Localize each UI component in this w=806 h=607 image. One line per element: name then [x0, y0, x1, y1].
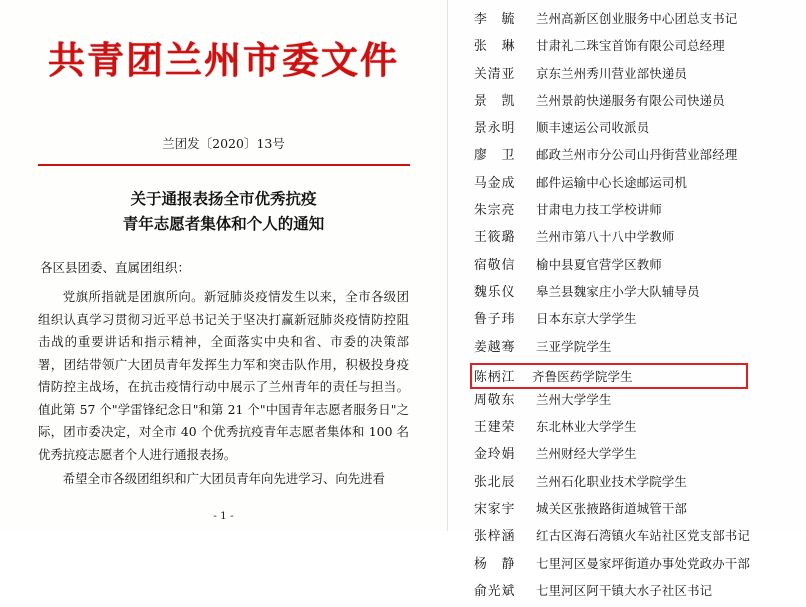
red-divider-rule: [38, 164, 410, 166]
roster-row: [448, 553, 806, 580]
roster-affiliation: 兰州景韵快递服务有限公司快递员: [536, 92, 725, 108]
document-number: 兰团发〔2020〕13号: [162, 136, 285, 151]
roster-list: [448, 8, 806, 607]
roster-panel: [448, 0, 806, 599]
roster-row: [448, 525, 806, 552]
roster-affiliation: 兰州高新区创业服务中心团总支书记: [536, 11, 738, 26]
roster-affiliation: 三亚学院学生: [536, 338, 612, 354]
roster-name: 景永明: [474, 121, 516, 137]
roster-name: 姜越骞: [474, 339, 516, 355]
roster-name: 鲁子玮: [474, 312, 516, 328]
roster-row-highlighted: [470, 363, 748, 389]
roster-row: [448, 90, 806, 117]
roster-affiliation: 七里河区阿干镇大水子社区书记: [536, 582, 713, 598]
roster-name: 宋家宇: [474, 502, 516, 518]
roster-name: 张北辰: [474, 474, 516, 490]
roster-name: 马金成: [474, 175, 516, 191]
roster-row: [448, 416, 806, 443]
roster-row: [448, 35, 806, 62]
roster-affiliation: 兰州财经大学学生: [536, 446, 637, 462]
roster-row: [448, 172, 806, 199]
roster-name: 宿敬信: [474, 257, 516, 273]
roster-row: [448, 389, 806, 416]
roster-row: [448, 281, 806, 308]
roster-row: [448, 498, 806, 525]
document-title: 共青团兰州市委文件: [48, 38, 399, 82]
roster-name: 杨 静: [474, 556, 516, 572]
roster-name: 廖 卫: [474, 148, 516, 164]
document-heading-line-1: 关于通报表扬全市优秀抗疫: [130, 189, 317, 208]
roster-row: [448, 63, 806, 90]
document-heading: [0, 186, 447, 236]
roster-name: 王筱璐: [474, 230, 516, 246]
roster-name: 李 毓: [474, 12, 516, 27]
document-heading-line-2: 青年志愿者集体和个人的通知: [122, 214, 325, 233]
roster-affiliation: 甘肃礼二珠宝首饰有限公司总经理: [536, 38, 725, 54]
roster-affiliation: 兰州石化职业技术学院学生: [536, 473, 688, 489]
roster-name: 张 琳: [474, 39, 516, 55]
roster-affiliation: 顺丰速运公司收派员: [536, 120, 650, 136]
roster-name: 魏乐仪: [474, 284, 516, 300]
roster-row: [448, 117, 806, 144]
roster-affiliation: 东北林业大学学生: [536, 419, 637, 435]
roster-affiliation: 红古区海石湾镇火车站社区党支部书记: [536, 528, 751, 544]
roster-row: [448, 308, 806, 335]
roster-affiliation: 京东兰州秀川营业部快递员: [536, 65, 688, 81]
page-number: - 1 -: [213, 510, 234, 522]
roster-row: [448, 254, 806, 281]
roster-row: [448, 443, 806, 470]
roster-name: 金玲娟: [474, 447, 516, 463]
roster-row: [448, 144, 806, 171]
roster-affiliation: 日本东京大学学生: [536, 311, 637, 327]
roster-affiliation: 邮件运输中心长途邮运司机: [536, 174, 688, 190]
roster-affiliation: 齐鲁医药学院学生: [532, 368, 633, 384]
roster-affiliation: 城关区张掖路街道城管干部: [536, 501, 688, 517]
roster-row: [448, 580, 806, 607]
official-document-panel: [0, 0, 447, 531]
document-paragraph: 党旗所指就是团旗所向。新冠肺炎疫情发生以来，全市各级团组织认真学习贯彻习近平总书记关于坚决打赢新冠肺炎疫情防控阻击战的重要讲话和指示精神，全面落实中央和省、市委的决策部署，团结带领广大团员青年发挥生力军和突击队作用，积极投身疫情防控主战场，在抗击疫情行动中展示了兰州青年的责任与担当。值此第 57 个"学雷锋纪念日"和第 21 个"中国青年志愿者服务日"之际，团市委决定，对全市 40 个优秀抗疫青年志愿者集体和 100 名优秀抗疫志愿者个人进行通报表扬。: [38, 289, 409, 462]
roster-row: [448, 471, 806, 498]
roster-row: [448, 336, 806, 363]
roster-row: [448, 199, 806, 226]
roster-name: 俞光斌: [474, 583, 516, 599]
roster-affiliation: 七里河区曼家坪街道办事处党政办干部: [536, 555, 751, 571]
roster-affiliation: 邮政兰州市分公司山丹街营业部经理: [536, 147, 738, 163]
roster-name: 王建荣: [474, 420, 516, 436]
roster-affiliation: 榆中县夏官营学区教师: [536, 256, 662, 272]
document-paragraph: 希望全市各级团组织和广大团员青年向先进学习、向先进看: [62, 471, 385, 486]
roster-row: [448, 226, 806, 253]
document-body: [38, 286, 409, 491]
roster-affiliation: 皋兰县魏家庄小学大队辅导员: [536, 283, 700, 299]
roster-affiliation: 甘肃电力技工学校讲师: [536, 202, 662, 218]
roster-name: 景 凯: [474, 93, 516, 109]
document-salutation: 各区县团委、直属团组织：: [40, 260, 191, 275]
roster-affiliation: 兰州大学学生: [536, 391, 612, 407]
roster-row: [448, 8, 806, 35]
roster-name: 关清亚: [474, 66, 516, 82]
roster-name: 朱宗亮: [474, 203, 516, 219]
roster-name: 周敬东: [474, 392, 516, 408]
roster-name: 陈柄江: [474, 370, 516, 386]
roster-affiliation: 兰州市第八十八中学教师: [536, 229, 675, 245]
roster-name: 张梓涵: [474, 529, 516, 545]
